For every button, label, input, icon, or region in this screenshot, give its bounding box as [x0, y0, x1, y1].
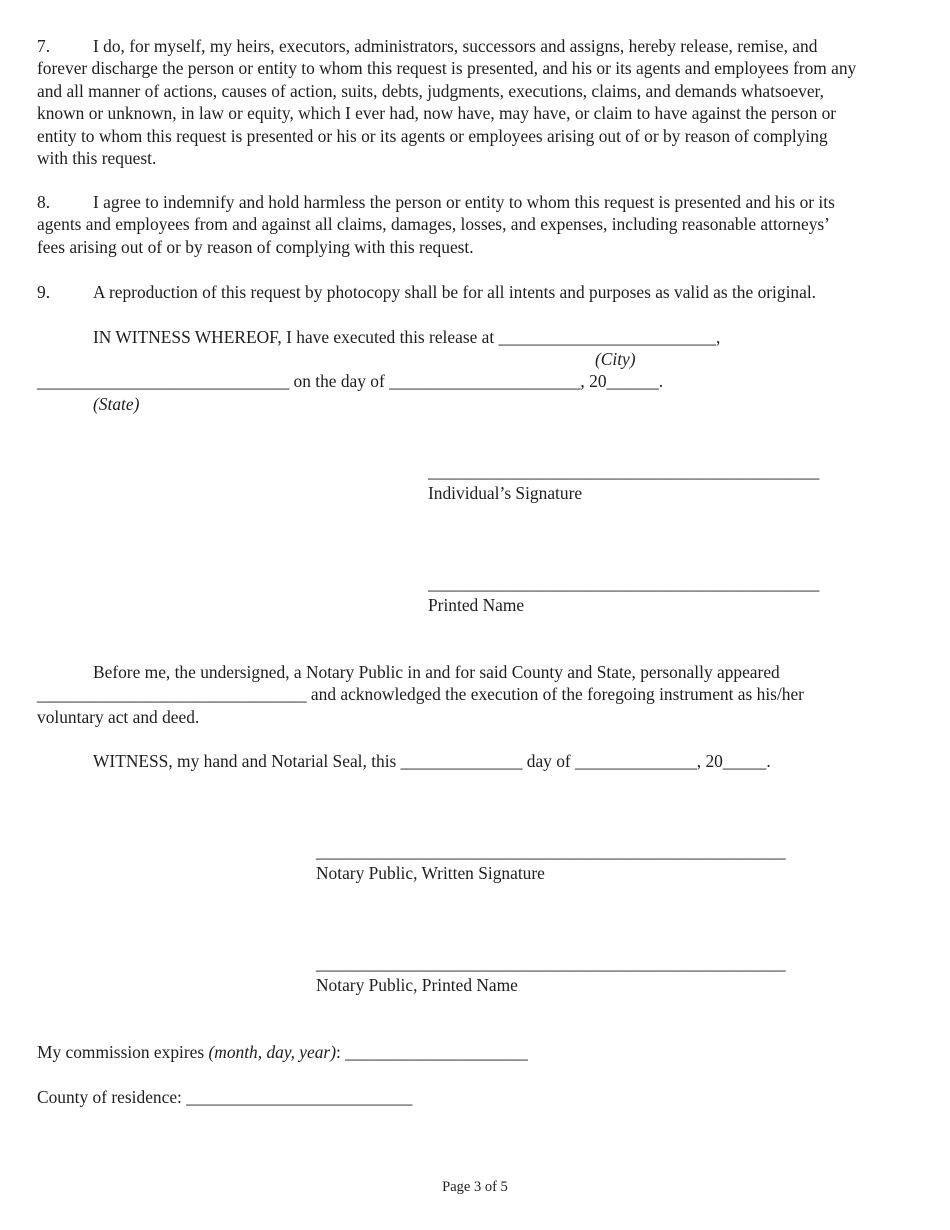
paragraph-number: 7.: [37, 36, 51, 56]
county-of-residence-line: County of residence: __________________________: [37, 1087, 413, 1107]
city-label: (City): [595, 349, 636, 369]
notary-ack-line: Before me, the undersigned, a Notary Public in and for said County and State, personally appeared: [93, 662, 780, 682]
paragraph-text: with this request.: [37, 148, 157, 169]
printed-name-line: _____________________________________________: [428, 573, 820, 593]
paragraph-text: entity to whom this request is presented or his or its agents or employees arising out of or by reason of complying: [37, 125, 828, 146]
paragraph-9: [37, 281, 917, 303]
paragraph-number: 9.: [37, 282, 51, 302]
state-date-line: _____________________________ on the day of ______________________, 20______.: [37, 371, 664, 391]
paragraph-text: known or unknown, in law or equity, which I ever had, now have, may have, or claim to have against the person or: [37, 103, 837, 124]
paragraph-number: 8.: [37, 192, 51, 212]
notary-printed-name-line: ______________________________________________________: [316, 953, 786, 973]
paragraph-text: and all manner of actions, causes of action, suits, debts, judgments, executions, claims, and demands whatsoever,: [37, 80, 824, 101]
individual-signature-label: Individual’s Signature: [428, 483, 583, 503]
paragraph-8: [37, 191, 917, 258]
paragraph-text: I agree to indemnify and hold harmless the person or entity to whom this request is presented and his or its: [93, 192, 835, 212]
notary-signature-line: ______________________________________________________: [316, 841, 786, 861]
commission-expires-line: [37, 1041, 528, 1063]
commission-blank: : _____________________: [335, 1042, 528, 1062]
paragraph-text: agents and employees from and against all claims, damages, losses, and expenses, including reasonable attorneys’: [37, 214, 830, 235]
notary-witness-line: WITNESS, my hand and Notarial Seal, this ______________ day of ______________, 20_____.: [93, 751, 771, 771]
paragraph-text: fees arising out of or by reason of complying with this request.: [37, 236, 474, 257]
notary-ack-line: voluntary act and deed.: [37, 707, 200, 727]
paragraph-7: [37, 35, 917, 169]
printed-name-label: Printed Name: [428, 595, 525, 615]
paragraph-text: I do, for myself, my heirs, executors, administrators, successors and assigns, hereby release, remise, and: [93, 36, 818, 56]
notary-printed-name-label: Notary Public, Printed Name: [316, 975, 518, 995]
witness-release-line: IN WITNESS WHEREOF, I have executed this release at _________________________,: [93, 327, 721, 347]
commission-hint: (month, day, year): [208, 1042, 336, 1062]
individual-signature-line: _____________________________________________: [428, 461, 820, 481]
page-number: Page 3 of 5: [442, 1179, 508, 1195]
paragraph-text: forever discharge the person or entity to whom this request is presented, and his or its agents and employees from any: [37, 58, 857, 79]
paragraph-text: A reproduction of this request by photocopy shall be for all intents and purposes as valid as the original.: [93, 282, 817, 302]
notary-signature-label: Notary Public, Written Signature: [316, 863, 545, 883]
notary-ack-line: _______________________________ and acknowledged the execution of the foregoing instrument as his/her: [37, 684, 804, 704]
state-label: (State): [93, 394, 140, 414]
commission-prefix: My commission expires: [37, 1042, 209, 1062]
